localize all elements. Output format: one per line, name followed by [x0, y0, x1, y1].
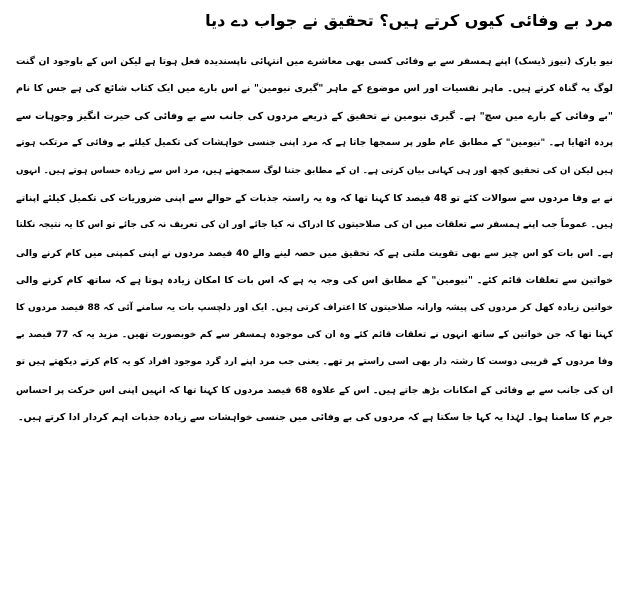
article-line-1: نیو یارک (نیوز ڈیسک) اپنے ہمسفر سے بے وفائی کسی بھی معاشرے میں انتہائی ناپسندیدہ فعل ہوتا ہے لیکن اس کے باوجود ان گنت [16, 56, 613, 67]
article-line-8: ہے۔ اس بات کو اس چیز سے بھی تقویت ملتی ہے کہ تحقیق میں حصہ لینے والے 40 فیصد مردوں نے اپنی کمپنی میں کام کرنے والی [16, 247, 613, 259]
article-line-9: خواتین سے تعلقات قائم کئے۔ "نیومین" کے مطابق اس کی وجہ یہ ہے کہ اس بات کا امکان زیادہ ہوتا ہے کہ ساتھ کام کرنے والی [16, 275, 613, 287]
article-line-12: وفا مردوں کے قریبی دوست کا رشتہ دار بھی اسی راستے پر تھے۔ یعنی جب مرد اپنے ارد گرد موجود افراد کو یہ کام کرتے دیکھتے ہیں تو [16, 357, 613, 368]
article-line-2: لوگ یہ گناہ کرتے ہیں۔ ماہر نفسیات اور اس موضوع کے ماہر "گیری نیومین" نے اس بارے میں ایک کتاب شائع کی ہے جس کا نام [16, 83, 613, 95]
article-headline: مرد بے وفائی کیوں کرتے ہیں؟ تحقیق نے جواب دے دیا [205, 11, 613, 30]
article-line-4: پردہ اٹھایا ہے۔ "نیومین" کے مطابق عام طور پر سمجھا جاتا ہے کہ مرد اپنی جنسی خواہشات کی تکمیل کیلئے بے وفائی کے مرتکب ہوتے [16, 138, 613, 149]
news-article [16, 6, 613, 592]
article-line-13: ان کی جانب سے بے وفائی کے امکانات بڑھ جاتے ہیں۔ اس کے علاوہ 68 فیصد مردوں کا کہنا تھا کہ انہیں اپنی اس حرکت پر احساس [16, 384, 613, 396]
article-line-10: خواتین زیادہ کھل کر مردوں کی پیشہ وارانہ صلاحیتوں کا اعتراف کرتی ہیں۔ ایک اور دلچسپ بات یہ سامنے آئی کہ 88 فیصد مردوں کا [16, 302, 613, 313]
article-line-7: ہیں۔ عموماً جب اپنے ہمسفر سے تعلقات میں ان کی صلاحیتوں کا ادراک نہ کیا جائے اور ان کی تعریف نہ کی جائے تو اس کا یہ نتیجہ نکلتا [16, 220, 613, 231]
article-line-5: ہیں لیکن ان کی تحقیق کچھ اور ہی کہانی بیان کرتی ہے۔ ان کے مطابق جتنا لوگ سمجھتے ہیں، مرد اس سے زیادہ حساس ہوتے ہیں۔ انہوں [16, 165, 613, 176]
article-line-3: "بے وفائی کے بارے میں سچ" ہے۔ گیری نیومین نے تحقیق کے ذریعے مردوں کی جانب سے بے وفائی کی حیرت انگیز وجوہات سے [16, 110, 613, 122]
article-body [16, 48, 613, 431]
article-line-14: جرم کا سامنا ہوا۔ لہٰذا یہ کہا جا سکتا ہے کہ مردوں کی بے وفائی میں جنسی خواہشات سے زیادہ جذبات اہم کردار ادا کرتے ہیں۔ [17, 412, 613, 424]
article-line-11: کہنا تھا کہ جن خواتین کے ساتھ انہوں نے تعلقات قائم کئے وہ ان کی موجودہ ہمسفر سے کم خوبصورت تھیں۔ مزید یہ کہ 77 فیصد بے [16, 329, 613, 340]
article-line-6: نے بے وفا مردوں سے سوالات کئے تو 48 فیصد کا کہنا تھا کہ وہ یہ راستہ جذبات کے حوالے سے اپنی ضروریات کی تکمیل کیلئے اپناتے [16, 192, 613, 204]
